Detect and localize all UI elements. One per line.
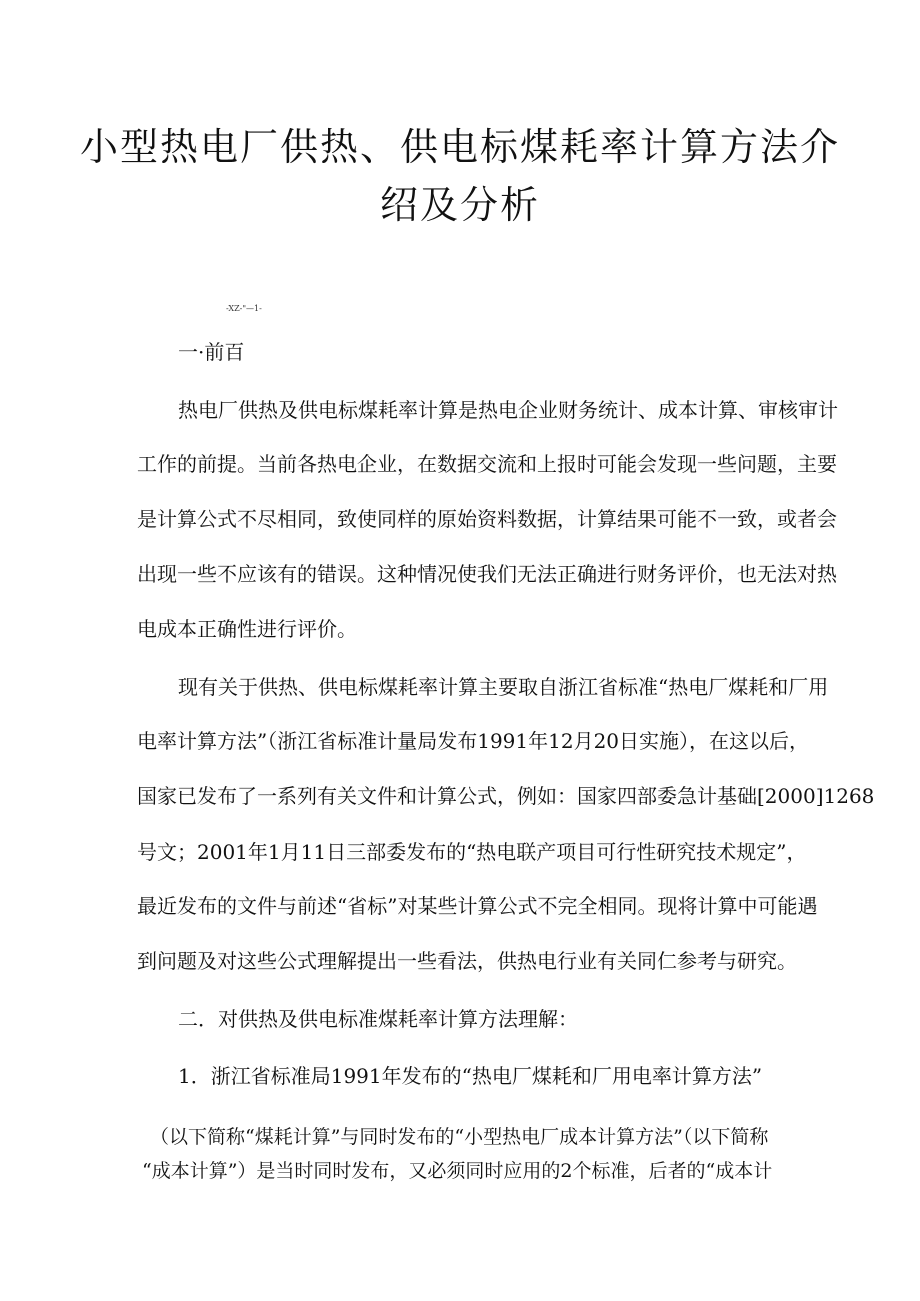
- paragraph-2-line-6: 到问题及对这些公式理解提出一些看法，供热电行业有关同仁参考与研究。: [137, 949, 797, 973]
- paragraph-3-line-2: “成本计算”）是当时同时发布，又必须同时应用的2个标准，后者的“成本计: [142, 1160, 773, 1182]
- small-note: -XZ-"—1-: [226, 304, 262, 313]
- paragraph-1-line-3: 是计算公式不尽相同，致使同样的原始资料数据，计算结果可能不一致，或者会: [137, 507, 837, 531]
- paragraph-1-line-1: 热电厂供热及供电标煤耗率计算是热电企业财务统计、成本计算、审核审计: [178, 398, 838, 422]
- document-title-line-1: 小型热电厂供热、供电标煤耗率计算方法介: [79, 125, 840, 169]
- paragraph-1-line-4: 出现一些不应该有的错误。这种情况使我们无法正确进行财务评价，也无法对热: [137, 562, 837, 586]
- paragraph-1-line-2: 工作的前提。当前各热电企业，在数据交流和上报时可能会发现一些问题，主要: [137, 452, 837, 476]
- document-title-line-2: 绍及分析: [379, 183, 540, 227]
- paragraph-3-line-1: （以下简称“煤耗计算”与同时发布的“小型热电厂成本计算方法”（以下简称: [150, 1126, 769, 1148]
- paragraph-2-line-1: 现有关于供热、供电标煤耗率计算主要取自浙江省标准“热电厂煤耗和厂用: [178, 675, 829, 699]
- paragraph-2-line-2: 电率计算方法”（浙江省标准计量局发布1991年12月20日实施），在这以后，: [137, 729, 810, 753]
- item-1-heading: 1．浙江省标准局1991年发布的“热电厂煤耗和厂用电率计算方法”: [178, 1064, 763, 1088]
- section-1-heading: 一·前百: [178, 340, 245, 364]
- paragraph-2-line-5: 最近发布的文件与前述“省标”对某些计算公式不完全相同。现将计算中可能遇: [137, 894, 818, 918]
- paragraph-2-line-3: 国家已发布了一系列有关文件和计算公式，例如：国家四部委急计基础[2000]1268: [137, 784, 875, 808]
- section-2-heading: 二．对供热及供电标准煤耗率计算方法理解：: [178, 1007, 578, 1031]
- paragraph-1-line-5: 电成本正确性进行评价。: [137, 617, 357, 641]
- paragraph-2-line-4: 号文；2001年1月11日三部委发布的“热电联产项目可行性研究技术规定”，: [137, 840, 807, 864]
